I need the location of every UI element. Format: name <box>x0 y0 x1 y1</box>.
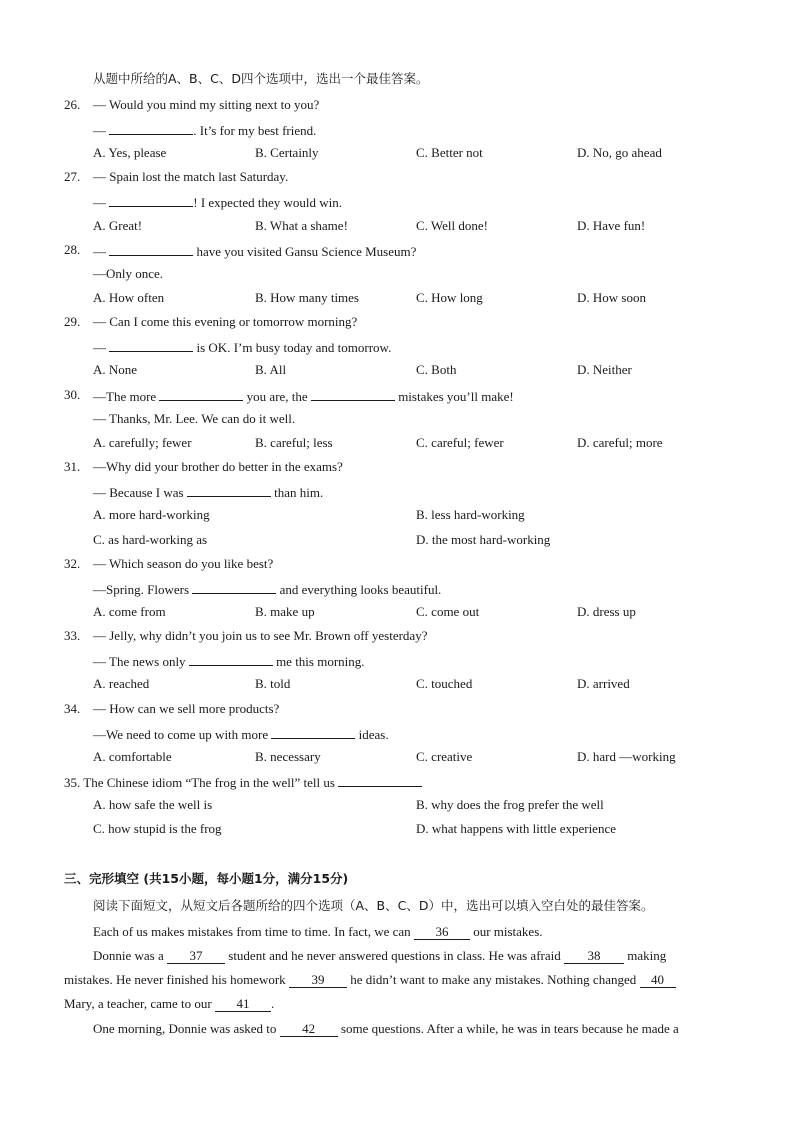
option-d[interactable]: D. arrived <box>577 676 630 691</box>
question-number: 28. <box>64 242 81 257</box>
response-line: — is OK. I’m busy today and tomorrow. <box>93 340 392 355</box>
blank-42[interactable]: 42 <box>280 1022 338 1037</box>
blank-40[interactable]: 40 <box>640 973 676 988</box>
instruction-text: 从题中所给的A、B、C、D四个选项中，选出一个最佳答案。 <box>93 71 429 86</box>
response-line: —Spring. Flowers and everything looks beautiful. <box>93 582 442 597</box>
question-number: 33. <box>64 628 81 643</box>
question-number: 30. <box>64 387 81 402</box>
passage-line: Each of us makes mistakes from time to time. In fact, we can 36 our mistakes. <box>93 924 543 939</box>
question-prompt: — Can I come this evening or tomorrow morning? <box>93 314 358 329</box>
blank-39[interactable]: 39 <box>289 973 347 988</box>
question-prompt: — Would you mind my sitting next to you? <box>93 97 320 112</box>
blank-38[interactable]: 38 <box>564 949 624 964</box>
option-b[interactable]: B. make up <box>255 604 315 619</box>
option-d[interactable]: D. Neither <box>577 362 632 377</box>
option-c[interactable]: C. creative <box>416 749 473 764</box>
option-c[interactable]: C. come out <box>416 604 480 619</box>
answer-blank[interactable] <box>109 242 193 256</box>
option-c[interactable]: C. Better not <box>416 145 483 160</box>
section-title: 三、完形填空 (共15小题，每小题1分，满分15分) <box>64 871 349 886</box>
option-d[interactable]: D. hard —working <box>577 749 676 764</box>
option-c[interactable]: C. How long <box>416 290 483 305</box>
answer-blank[interactable] <box>192 580 276 594</box>
option-c[interactable]: C. careful; fewer <box>416 435 504 450</box>
response-line: —We need to come up with more ideas. <box>93 727 389 742</box>
option-b[interactable]: B. Certainly <box>255 145 319 160</box>
option-d[interactable]: D. How soon <box>577 290 646 305</box>
option-b[interactable]: B. told <box>255 676 291 691</box>
option-d[interactable]: D. Have fun! <box>577 218 646 233</box>
question-prompt: —Why did your brother do better in the exams? <box>93 459 343 474</box>
option-a[interactable]: A. how safe the well is <box>93 797 213 812</box>
question-number: 31. <box>64 459 81 474</box>
response-line: —Only once. <box>93 266 164 281</box>
option-c[interactable]: C. how stupid is the frog <box>93 821 222 836</box>
blank-41[interactable]: 41 <box>215 997 271 1012</box>
option-d[interactable]: D. careful; more <box>577 435 663 450</box>
option-d[interactable]: D. No, go ahead <box>577 145 662 160</box>
option-a[interactable]: A. more hard-working <box>93 507 210 522</box>
option-b[interactable]: B. why does the frog prefer the well <box>416 797 604 812</box>
option-b[interactable]: B. All <box>255 362 287 377</box>
response-line: — Because I was than him. <box>93 485 324 500</box>
option-c[interactable]: C. as hard-working as <box>93 532 208 547</box>
option-b[interactable]: B. necessary <box>255 749 321 764</box>
option-b[interactable]: B. What a shame! <box>255 218 348 233</box>
answer-blank[interactable] <box>271 725 355 739</box>
option-a[interactable]: A. carefully; fewer <box>93 435 192 450</box>
blank-36[interactable]: 36 <box>414 925 470 940</box>
blank-37[interactable]: 37 <box>167 949 225 964</box>
answer-blank[interactable] <box>338 773 422 787</box>
response-line: — The news only me this morning. <box>93 654 365 669</box>
option-b[interactable]: B. How many times <box>255 290 359 305</box>
option-a[interactable]: A. None <box>93 362 138 377</box>
question-prompt: — have you visited Gansu Science Museum? <box>93 244 417 259</box>
question-number: 32. <box>64 556 81 571</box>
question-number: 29. <box>64 314 81 329</box>
option-c[interactable]: C. Both <box>416 362 457 377</box>
answer-blank[interactable] <box>109 338 193 352</box>
section-instruction: 阅读下面短文，从短文后各题所给的四个选项（A、B、C、D）中，选出可以填入空白处的最佳答案。 <box>93 898 654 913</box>
answer-blank[interactable] <box>159 387 243 401</box>
answer-blank[interactable] <box>311 387 395 401</box>
option-a[interactable]: A. comfortable <box>93 749 172 764</box>
question-number: 26. <box>64 97 81 112</box>
response-line: — Thanks, Mr. Lee. We can do it well. <box>93 411 296 426</box>
passage-line: mistakes. He never finished his homework 39 he didn’t want to make any mistakes. Nothing changed 40 <box>64 972 676 988</box>
question-number: 34. <box>64 701 81 716</box>
question-prompt: — Jelly, why didn’t you join us to see Mr. Brown off yesterday? <box>93 628 428 643</box>
question-number: 27. <box>64 169 81 184</box>
question-prompt: 35. The Chinese idiom “The frog in the well” tell us <box>64 773 422 791</box>
option-a[interactable]: A. reached <box>93 676 150 691</box>
answer-blank[interactable] <box>109 193 193 207</box>
option-b[interactable]: B. careful; less <box>255 435 333 450</box>
passage-line: One morning, Donnie was asked to 42 some questions. After a while, he was in tears because he made a <box>93 1021 679 1036</box>
option-d[interactable]: D. the most hard-working <box>416 532 551 547</box>
option-c[interactable]: C. Well done! <box>416 218 489 233</box>
answer-blank[interactable] <box>187 483 271 497</box>
question-prompt: —The more you are, the mistakes you’ll make! <box>93 389 514 404</box>
option-b[interactable]: B. less hard-working <box>416 507 525 522</box>
passage-line: Donnie was a 37 student and he never answered questions in class. He was afraid 38 making <box>93 948 667 963</box>
passage-line: Mary, a teacher, came to our 41 . <box>64 996 275 1011</box>
option-a[interactable]: A. Great! <box>93 218 143 233</box>
option-d[interactable]: D. dress up <box>577 604 636 619</box>
response-line: — . It’s for my best friend. <box>93 123 317 138</box>
answer-blank[interactable] <box>189 652 273 666</box>
question-prompt: — How can we sell more products? <box>93 701 280 716</box>
option-a[interactable]: A. come from <box>93 604 166 619</box>
option-c[interactable]: C. touched <box>416 676 473 691</box>
response-line: — ! I expected they would win. <box>93 195 342 210</box>
option-d[interactable]: D. what happens with little experience <box>416 821 616 836</box>
question-prompt: — Spain lost the match last Saturday. <box>93 169 289 184</box>
option-a[interactable]: A. How often <box>93 290 165 305</box>
answer-blank[interactable] <box>109 121 193 135</box>
option-a[interactable]: A. Yes, please <box>93 145 167 160</box>
question-prompt: — Which season do you like best? <box>93 556 274 571</box>
